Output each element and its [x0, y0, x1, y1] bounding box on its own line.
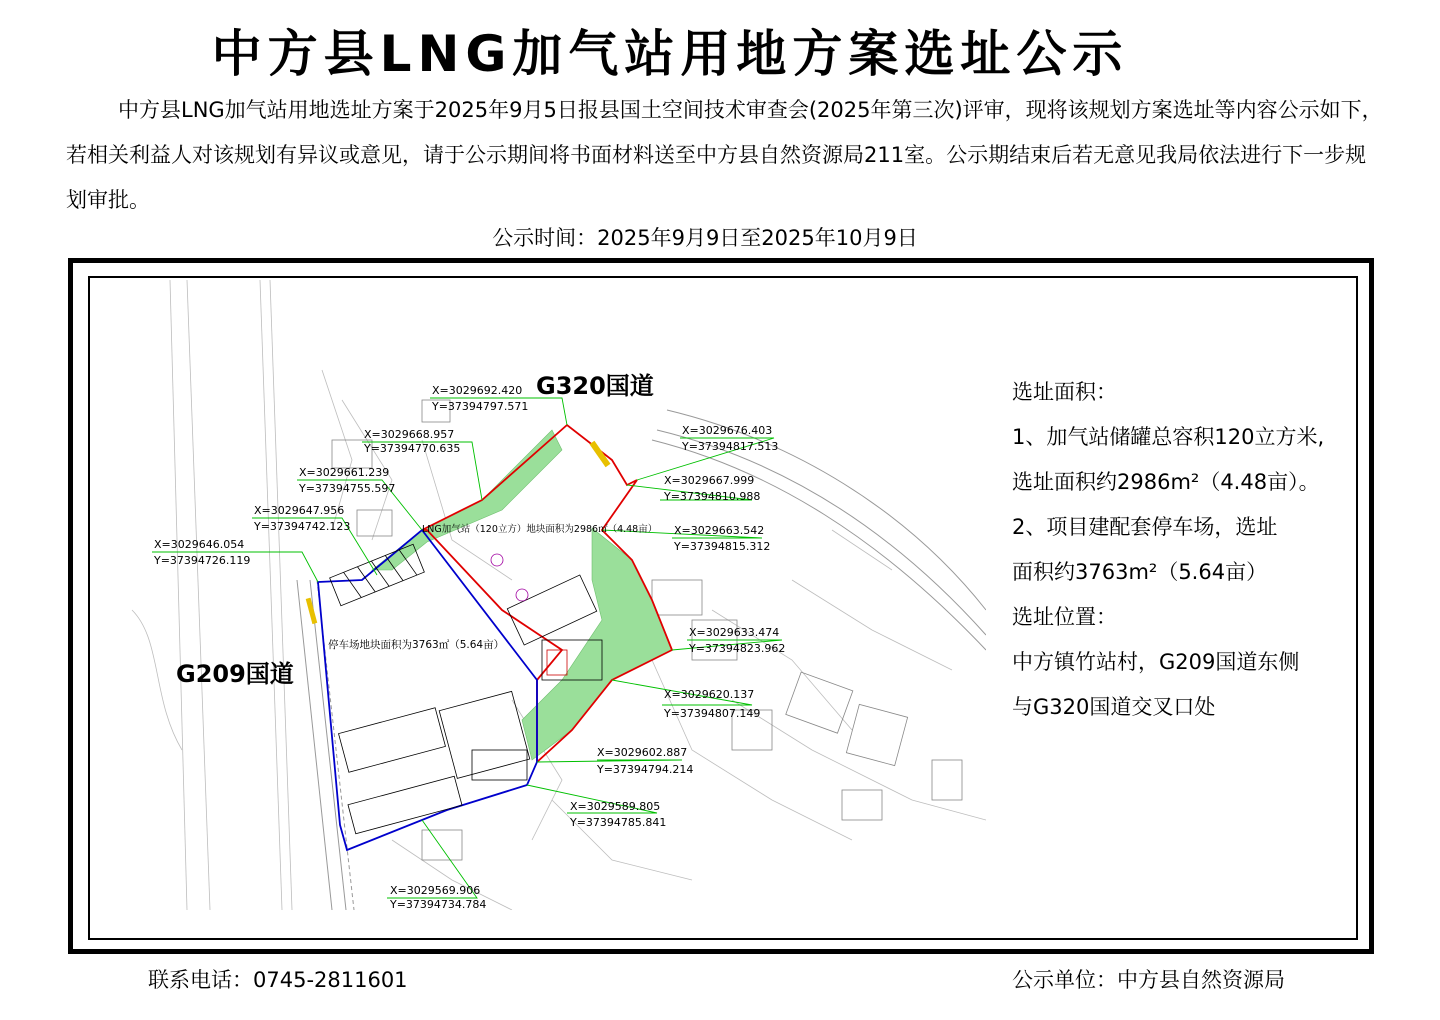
- coord-10-x: X=3029620.137: [664, 688, 755, 701]
- area-item1-line1: 1、加气站储罐总容积120立方米,: [1012, 425, 1325, 449]
- coord-4-y: Y=37394742.123: [254, 520, 351, 533]
- area-item2-line2: 面积约3763m²（5.64亩）: [1012, 560, 1268, 584]
- location-heading: 选址位置：: [1012, 605, 1117, 629]
- contact-phone: 联系电话：0745-2811601: [148, 968, 408, 992]
- parking-area-label: 停车场地块面积为3763㎡（5.64亩）: [328, 639, 505, 651]
- coord-1-y: Y=37394797.571: [432, 400, 529, 413]
- publicity-period: 公示时间：2025年9月9日至2025年10月9日: [492, 226, 918, 250]
- coord-6-x: X=3029676.403: [682, 424, 773, 437]
- coord-6-y: Y=37394817.513: [682, 440, 779, 453]
- intro-paragraph: 中方县LNG加气站用地选址方案于2025年9月5日报县国土空间技术审查会(2025年第三次)评审，现将该规划方案选址等内容公示如下，若相关利益人对该规划有异议或意见，请于公示期间将书面材料送至中方县自然资源局211室。公示期结束后若无意见我局依法进行下一步规划审批。: [66, 98, 1383, 212]
- coord-7-x: X=3029667.999: [664, 474, 755, 487]
- coord-2-x: X=3029668.957: [364, 428, 455, 441]
- coord-3-y: Y=37394755.597: [299, 482, 396, 495]
- location-line1: 中方镇竹站村，G209国道东侧: [1012, 650, 1300, 674]
- coord-12-x: X=3029589.805: [570, 800, 661, 813]
- coord-13-y: Y=37394734.784: [390, 898, 487, 910]
- location-line2: 与G320国道交叉口处: [1012, 695, 1216, 719]
- g320-road-label: G320国道: [536, 372, 654, 400]
- coord-1-x: X=3029692.420: [432, 384, 523, 397]
- area-item2-line1: 2、项目建配套停车场，选址: [1012, 515, 1278, 539]
- coord-7-y: Y=37394810.988: [664, 490, 761, 503]
- coord-3-x: X=3029661.239: [299, 466, 390, 479]
- coord-5-x: X=3029646.054: [154, 538, 245, 551]
- coord-13-x: X=3029569.906: [390, 884, 481, 897]
- coord-11-y: Y=37394794.214: [597, 763, 694, 776]
- coord-8-y: Y=37394815.312: [674, 540, 771, 553]
- g209-road-label: G209国道: [176, 660, 294, 688]
- coord-8-x: X=3029663.542: [674, 524, 765, 537]
- coord-2-y: Y=37394770.635: [364, 442, 461, 455]
- site-info-panel: [1012, 370, 1362, 730]
- page-title: 中方县LNG加气站用地方案选址公示: [211, 25, 1129, 83]
- area-item1-line2: 选址面积约2986m²（4.48亩）。: [1012, 470, 1320, 494]
- coord-11-x: X=3029602.887: [597, 746, 688, 759]
- issuing-unit: 公示单位：中方县自然资源局: [1012, 968, 1285, 992]
- station-area-label: LNG加气站（120立方）地块面积为2986㎡（4.48亩）: [422, 524, 658, 535]
- coord-9-x: X=3029633.474: [689, 626, 780, 639]
- coord-12-y: Y=37394785.841: [570, 816, 667, 829]
- coord-9-y: Y=37394823.962: [689, 642, 786, 655]
- coord-5-y: Y=37394726.119: [154, 554, 251, 567]
- coord-4-x: X=3029647.956: [254, 504, 345, 517]
- coord-10-y: Y=37394807.149: [664, 707, 761, 720]
- area-heading: 选址面积：: [1012, 380, 1117, 404]
